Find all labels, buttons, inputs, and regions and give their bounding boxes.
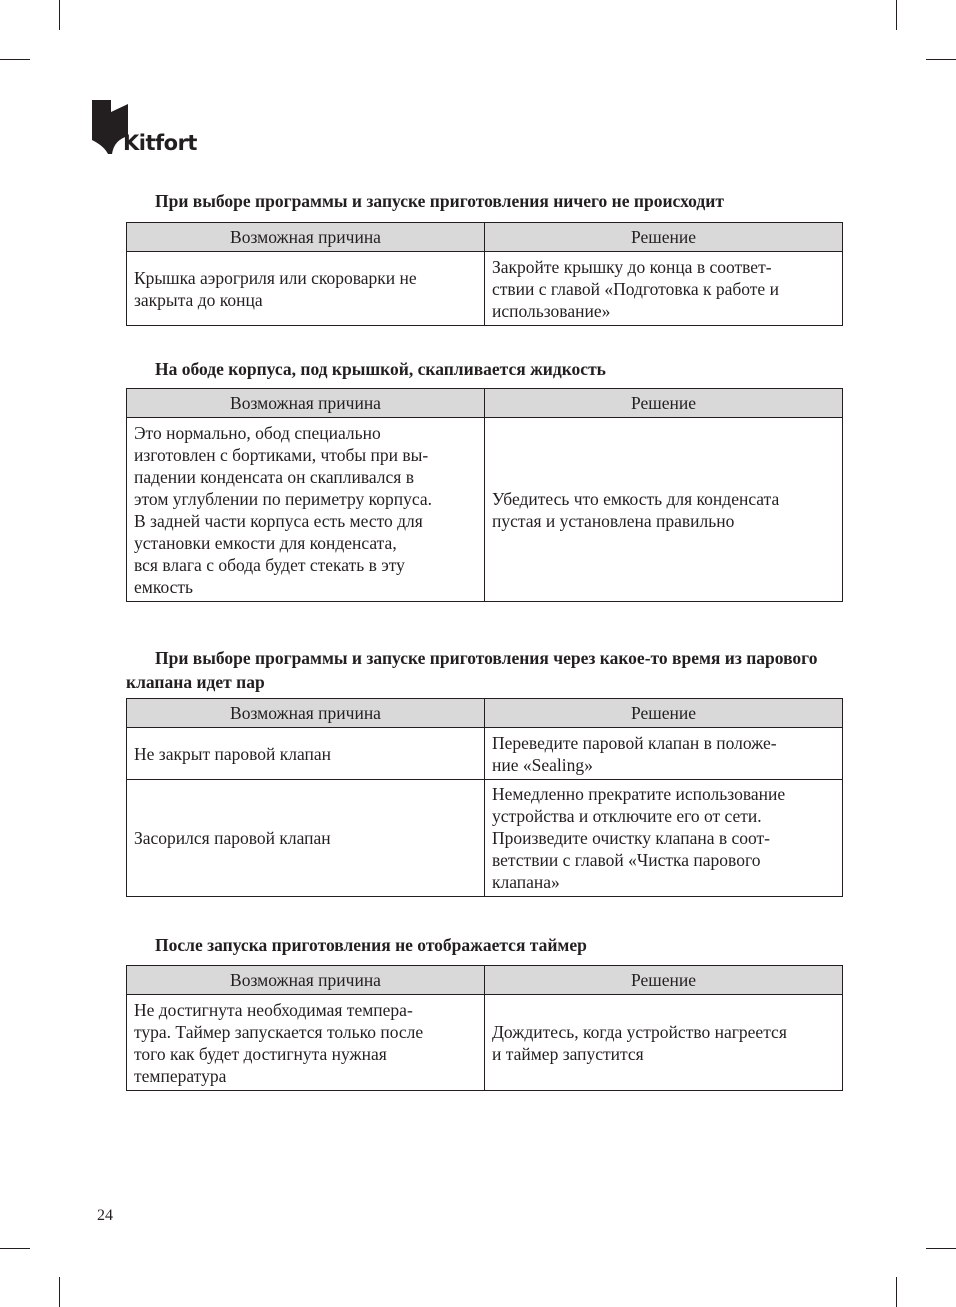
troubleshooting-table [126, 388, 843, 602]
crop-mark [926, 59, 956, 60]
brand-logo [92, 100, 222, 156]
table-row [127, 780, 843, 897]
solution-cell: Закройте крышку до конца в соответ- ствии с главой «Подготовка к работе и использование» [485, 252, 843, 326]
solution-cell: Убедитесь что емкость для конденсата пустая и установлена правильно [485, 418, 843, 602]
header-solution: Решение [485, 699, 843, 728]
section-title: После запуска приготовления не отображается таймер [155, 935, 587, 955]
troubleshooting-table [126, 965, 843, 1091]
header-solution: Решение [485, 966, 843, 995]
cause-cell: Не закрыт паровой клапан [127, 728, 485, 780]
header-cause: Возможная причина [127, 389, 485, 418]
troubleshooting-table [126, 698, 843, 897]
table-row [127, 252, 843, 326]
header-solution: Решение [485, 223, 843, 252]
crop-mark [896, 0, 897, 30]
crop-mark [0, 1248, 30, 1249]
table-row [127, 418, 843, 602]
cause-cell: Засорился паровой клапан [127, 780, 485, 897]
table-header-row [127, 699, 843, 728]
brand-name: Kitfort [123, 131, 197, 155]
page-number: 24 [97, 1207, 113, 1224]
cause-cell: Это нормально, обод специально изготовлен с бортиками, чтобы при вы- падении конденсата он скапливался в этом углублении по периметру корпуса. В задней части корпуса есть место для установки емкости для конденсата, вся влага с обода будет стекать в эту емкость [127, 418, 485, 602]
crop-mark [896, 1277, 897, 1307]
section-title: При выборе программы и запуске приготовления через какое-то время из парового клапана идет пар [126, 648, 818, 692]
table-header-row [127, 223, 843, 252]
solution-cell: Немедленно прекратите использование устройства и отключите его от сети. Произведите очистку клапана в соот- ветствии с главой «Чистка парового клапана» [485, 780, 843, 897]
table-header-row [127, 389, 843, 418]
solution-cell: Переведите паровой клапан в положе- ние «Sealing» [485, 728, 843, 780]
section-title: На ободе корпуса, под крышкой, скапливается жидкость [155, 359, 606, 379]
header-cause: Возможная причина [127, 223, 485, 252]
cause-cell: Крышка аэрогриля или скороварки не закрыта до конца [127, 252, 485, 326]
crop-mark [0, 59, 30, 60]
table-header-row [127, 966, 843, 995]
solution-cell: Дождитесь, когда устройство нагреется и таймер запустится [485, 995, 843, 1091]
crop-mark [59, 0, 60, 30]
section-title: При выборе программы и запуске приготовления ничего не происходит [155, 191, 724, 211]
crop-mark [59, 1277, 60, 1307]
troubleshooting-table [126, 222, 843, 326]
cause-cell: Не достигнута необходимая темпера- тура. Таймер запускается только после того как будет достигнута нужная температура [127, 995, 485, 1091]
header-solution: Решение [485, 389, 843, 418]
header-cause: Возможная причина [127, 966, 485, 995]
crop-mark [926, 1248, 956, 1249]
table-row [127, 728, 843, 780]
table-row [127, 995, 843, 1091]
header-cause: Возможная причина [127, 699, 485, 728]
